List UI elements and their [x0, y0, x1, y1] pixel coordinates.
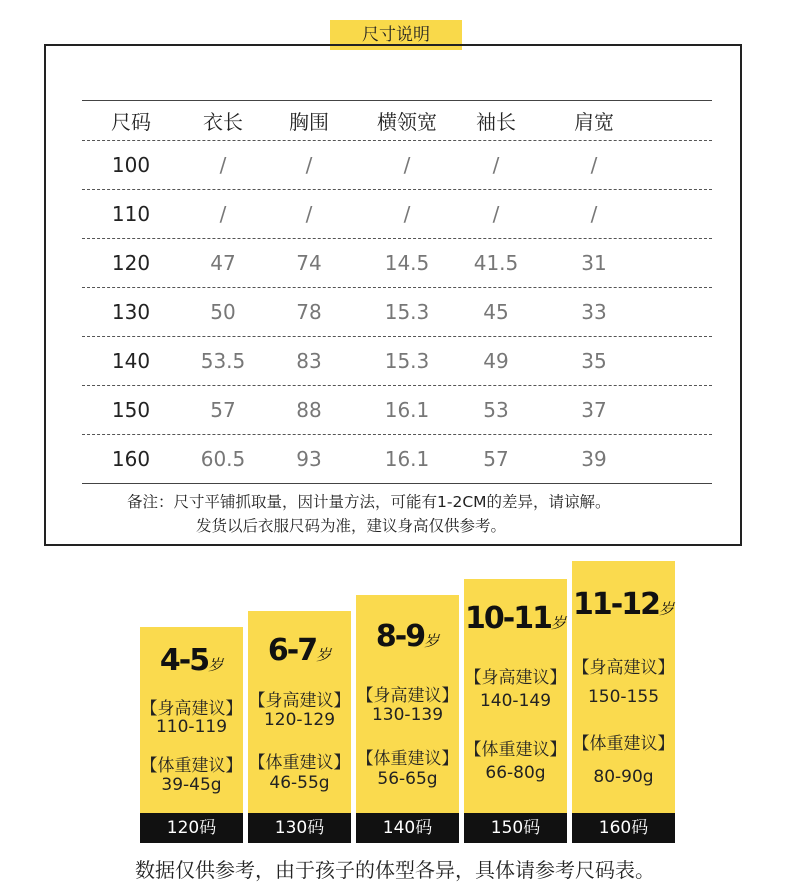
cell-length: / [219, 153, 227, 177]
cell-shoulder: / [590, 202, 598, 226]
table-row [82, 189, 712, 238]
cell-size: 130 [111, 300, 151, 324]
cell-shoulder: 33 [581, 300, 607, 324]
cell-length: 50 [210, 300, 236, 324]
cell-sleeve: 49 [483, 349, 509, 373]
height-range: 140-149 [479, 691, 552, 711]
table-row [82, 287, 712, 336]
header-chest: 胸围 [289, 110, 329, 134]
height-range: 150-155 [587, 687, 660, 707]
age-card-6-7 [248, 611, 351, 813]
height-label: 【身高建议】 [572, 658, 675, 678]
section-title: 尺寸说明 [330, 20, 462, 50]
weight-range: 80-90g [593, 767, 654, 787]
note-line-1: 备注：尺寸平铺抓取量，因计量方法，可能有1-2CM的差异，请谅解。 [127, 493, 611, 511]
age-range: 6-7岁 [267, 633, 332, 668]
table-row [82, 385, 712, 434]
cell-shoulder: / [590, 153, 598, 177]
age-range: 8-9岁 [375, 619, 440, 654]
weight-label: 【体重建议】 [356, 749, 459, 769]
size-tag-160: 160码 [572, 813, 675, 843]
height-range: 130-139 [371, 705, 444, 725]
table-row [82, 434, 712, 484]
header-shoulder: 肩宽 [574, 110, 614, 134]
size-tag-150: 150码 [464, 813, 567, 843]
weight-range: 39-45g [161, 775, 222, 795]
weight-label: 【体重建议】 [140, 756, 243, 776]
table-row [82, 140, 712, 189]
cell-neck-width: / [403, 153, 411, 177]
cell-shoulder: 39 [581, 447, 607, 471]
cell-sleeve: 45 [483, 300, 509, 324]
cell-size: 110 [111, 202, 151, 226]
height-label: 【身高建议】 [248, 691, 351, 711]
age-range: 10-11岁 [465, 601, 566, 636]
note-line-2: 发货以后衣服尺码为准，建议身高仅供参考。 [196, 517, 507, 535]
size-tag-120: 120码 [140, 813, 243, 843]
table-row [82, 238, 712, 287]
height-range: 110-119 [155, 717, 228, 737]
weight-range: 66-80g [485, 763, 546, 783]
cell-sleeve: / [492, 153, 500, 177]
age-card-10-11 [464, 579, 567, 813]
size-table [82, 100, 712, 484]
table-row [82, 336, 712, 385]
cell-size: 120 [111, 251, 151, 275]
cell-neck-width: 15.3 [384, 349, 430, 373]
header-size: 尺码 [111, 110, 151, 134]
cell-size: 150 [111, 398, 151, 422]
weight-label: 【体重建议】 [572, 734, 675, 754]
cell-sleeve: 53 [483, 398, 509, 422]
cell-neck-width: 14.5 [384, 251, 430, 275]
cell-neck-width: 15.3 [384, 300, 430, 324]
cell-chest: 78 [296, 300, 322, 324]
cell-neck-width: / [403, 202, 411, 226]
height-range: 120-129 [263, 710, 336, 730]
header-neck-width: 横领宽 [377, 110, 437, 134]
age-range: 4-5岁 [159, 643, 224, 678]
cell-length: 53.5 [200, 349, 246, 373]
cell-chest: / [305, 202, 313, 226]
table-header-row [82, 100, 712, 140]
height-label: 【身高建议】 [140, 699, 243, 719]
cell-chest: 83 [296, 349, 322, 373]
cell-size: 160 [111, 447, 151, 471]
weight-label: 【体重建议】 [464, 740, 567, 760]
age-card-4-5 [140, 627, 243, 813]
header-sleeve: 袖长 [476, 110, 516, 134]
cell-length: 47 [210, 251, 236, 275]
cell-sleeve: 57 [483, 447, 509, 471]
size-tag-130: 130码 [248, 813, 351, 843]
cell-shoulder: 37 [581, 398, 607, 422]
header-length: 衣长 [203, 110, 243, 134]
cell-length: 57 [210, 398, 236, 422]
cell-chest: / [305, 153, 313, 177]
age-card-8-9 [356, 595, 459, 813]
cell-sleeve: / [492, 202, 500, 226]
weight-label: 【体重建议】 [248, 753, 351, 773]
cell-neck-width: 16.1 [384, 398, 430, 422]
height-label: 【身高建议】 [464, 668, 567, 688]
cell-length: 60.5 [200, 447, 246, 471]
cell-chest: 93 [296, 447, 322, 471]
age-range: 11-12岁 [573, 587, 674, 622]
size-tag-140: 140码 [356, 813, 459, 843]
cell-neck-width: 16.1 [384, 447, 430, 471]
height-label: 【身高建议】 [356, 686, 459, 706]
cell-shoulder: 31 [581, 251, 607, 275]
footer-note: 数据仅供参考，由于孩子的体型各异，具体请参考尺码表。 [135, 858, 655, 882]
cell-shoulder: 35 [581, 349, 607, 373]
cell-length: / [219, 202, 227, 226]
cell-size: 100 [111, 153, 151, 177]
cell-sleeve: 41.5 [473, 251, 519, 275]
cell-size: 140 [111, 349, 151, 373]
age-card-11-12 [572, 561, 675, 813]
weight-range: 46-55g [269, 773, 330, 793]
weight-range: 56-65g [377, 769, 438, 789]
cell-chest: 74 [296, 251, 322, 275]
cell-chest: 88 [296, 398, 322, 422]
